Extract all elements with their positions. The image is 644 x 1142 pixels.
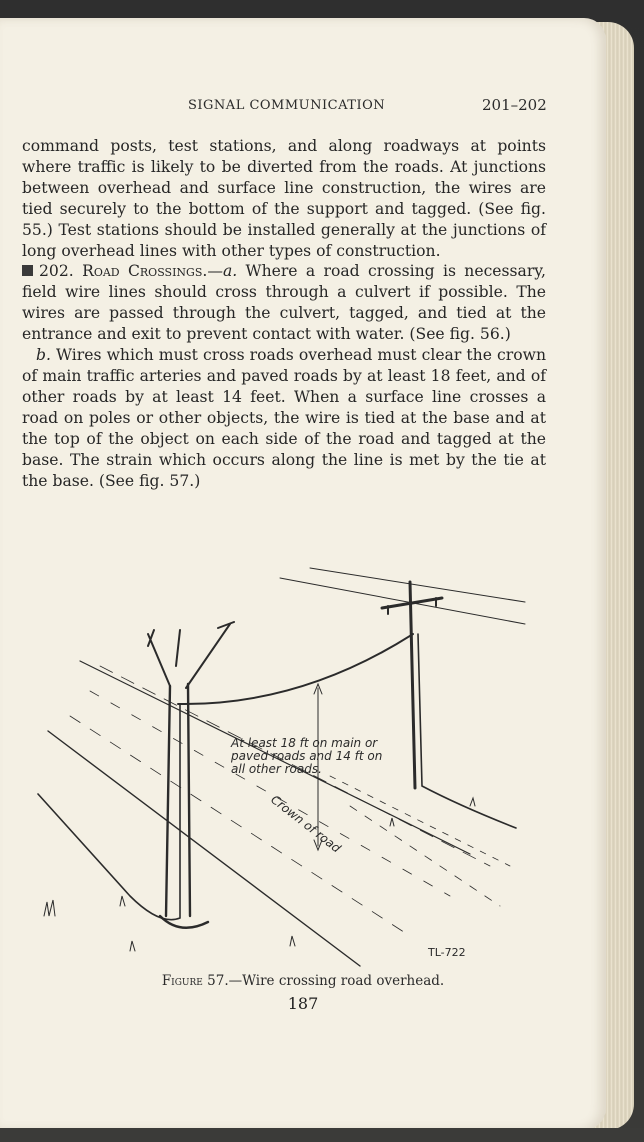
road-hatching-4	[330, 776, 510, 866]
section-square-icon	[22, 265, 33, 276]
book-page	[0, 18, 606, 1130]
page-number: 187	[287, 994, 319, 1013]
wire-down-pole	[418, 634, 516, 828]
wire-down-tree	[38, 704, 180, 920]
overhead-line-lower	[280, 578, 525, 624]
section-subpara-letter: —a.	[207, 262, 238, 281]
paragraph-1: command posts, test stations, and along roadways at points where traffic is likely to be diverted from the roads. At junctions between overhead and surface line construction, the wires are tied securely to the bottom of the support and tagged. (See fig. 55.) Test stations should be installed generally at the junctions of long overhead lines with other types of construction.	[22, 137, 546, 260]
road-hatching-5	[350, 806, 500, 906]
caption-text: —Wire crossing road overhead.	[228, 973, 445, 989]
figure-code: TL-722	[428, 946, 466, 959]
paragraph-3	[22, 345, 546, 491]
scan-bottom-edge	[0, 1128, 644, 1142]
clearance-annotation-2: paved roads and 14 ft on	[231, 749, 383, 763]
caption-label: Figure 57.	[161, 973, 229, 989]
tree-base	[160, 916, 208, 928]
wire-span	[178, 634, 413, 704]
clearance-annotation-1: At least 18 ft on main or	[231, 736, 378, 750]
paragraph-3-text: Wires which must cross roads overhead must clear the crown of main traffic arteries and paved roads by at least 18 feet, and of other roads by at least 14 feet. When a surface line crosses a road on poles or other objects, the wire is tied at the base and at the top of the object on each side of the road and tagged at the base. The strain which occurs along the line is met by the tie at the base. (See fig. 57.)	[22, 346, 546, 490]
road-hatching-2	[90, 691, 450, 896]
running-head	[0, 96, 606, 116]
figure-caption	[0, 973, 606, 989]
paragraph-2-text: Where a road crossing is necessary, field wire lines should cross through a culvert if possible. The wires are passed through the culvert, tagged, and tied at the entrance and exit to prevent contact with water. (See fig. 56.)	[22, 262, 546, 344]
paragraph-3-letter: b.	[36, 346, 51, 365]
wire-crossing-illustration	[30, 566, 550, 976]
overhead-line-top	[310, 568, 525, 602]
crown-of-road-label: Crown of road	[268, 792, 344, 856]
running-head-title: SIGNAL COMMUNICATION	[188, 98, 386, 113]
tree-trunk	[166, 684, 190, 916]
running-head-pages: 201–202	[482, 96, 547, 114]
section-title: Road Crossings.	[82, 262, 208, 281]
body-text	[22, 136, 546, 491]
clearance-annotation-3: all other roads.	[231, 762, 322, 776]
figure-57	[30, 566, 550, 976]
paragraph-2	[22, 261, 546, 345]
section-number: 202.	[39, 262, 74, 281]
pole	[410, 582, 415, 788]
